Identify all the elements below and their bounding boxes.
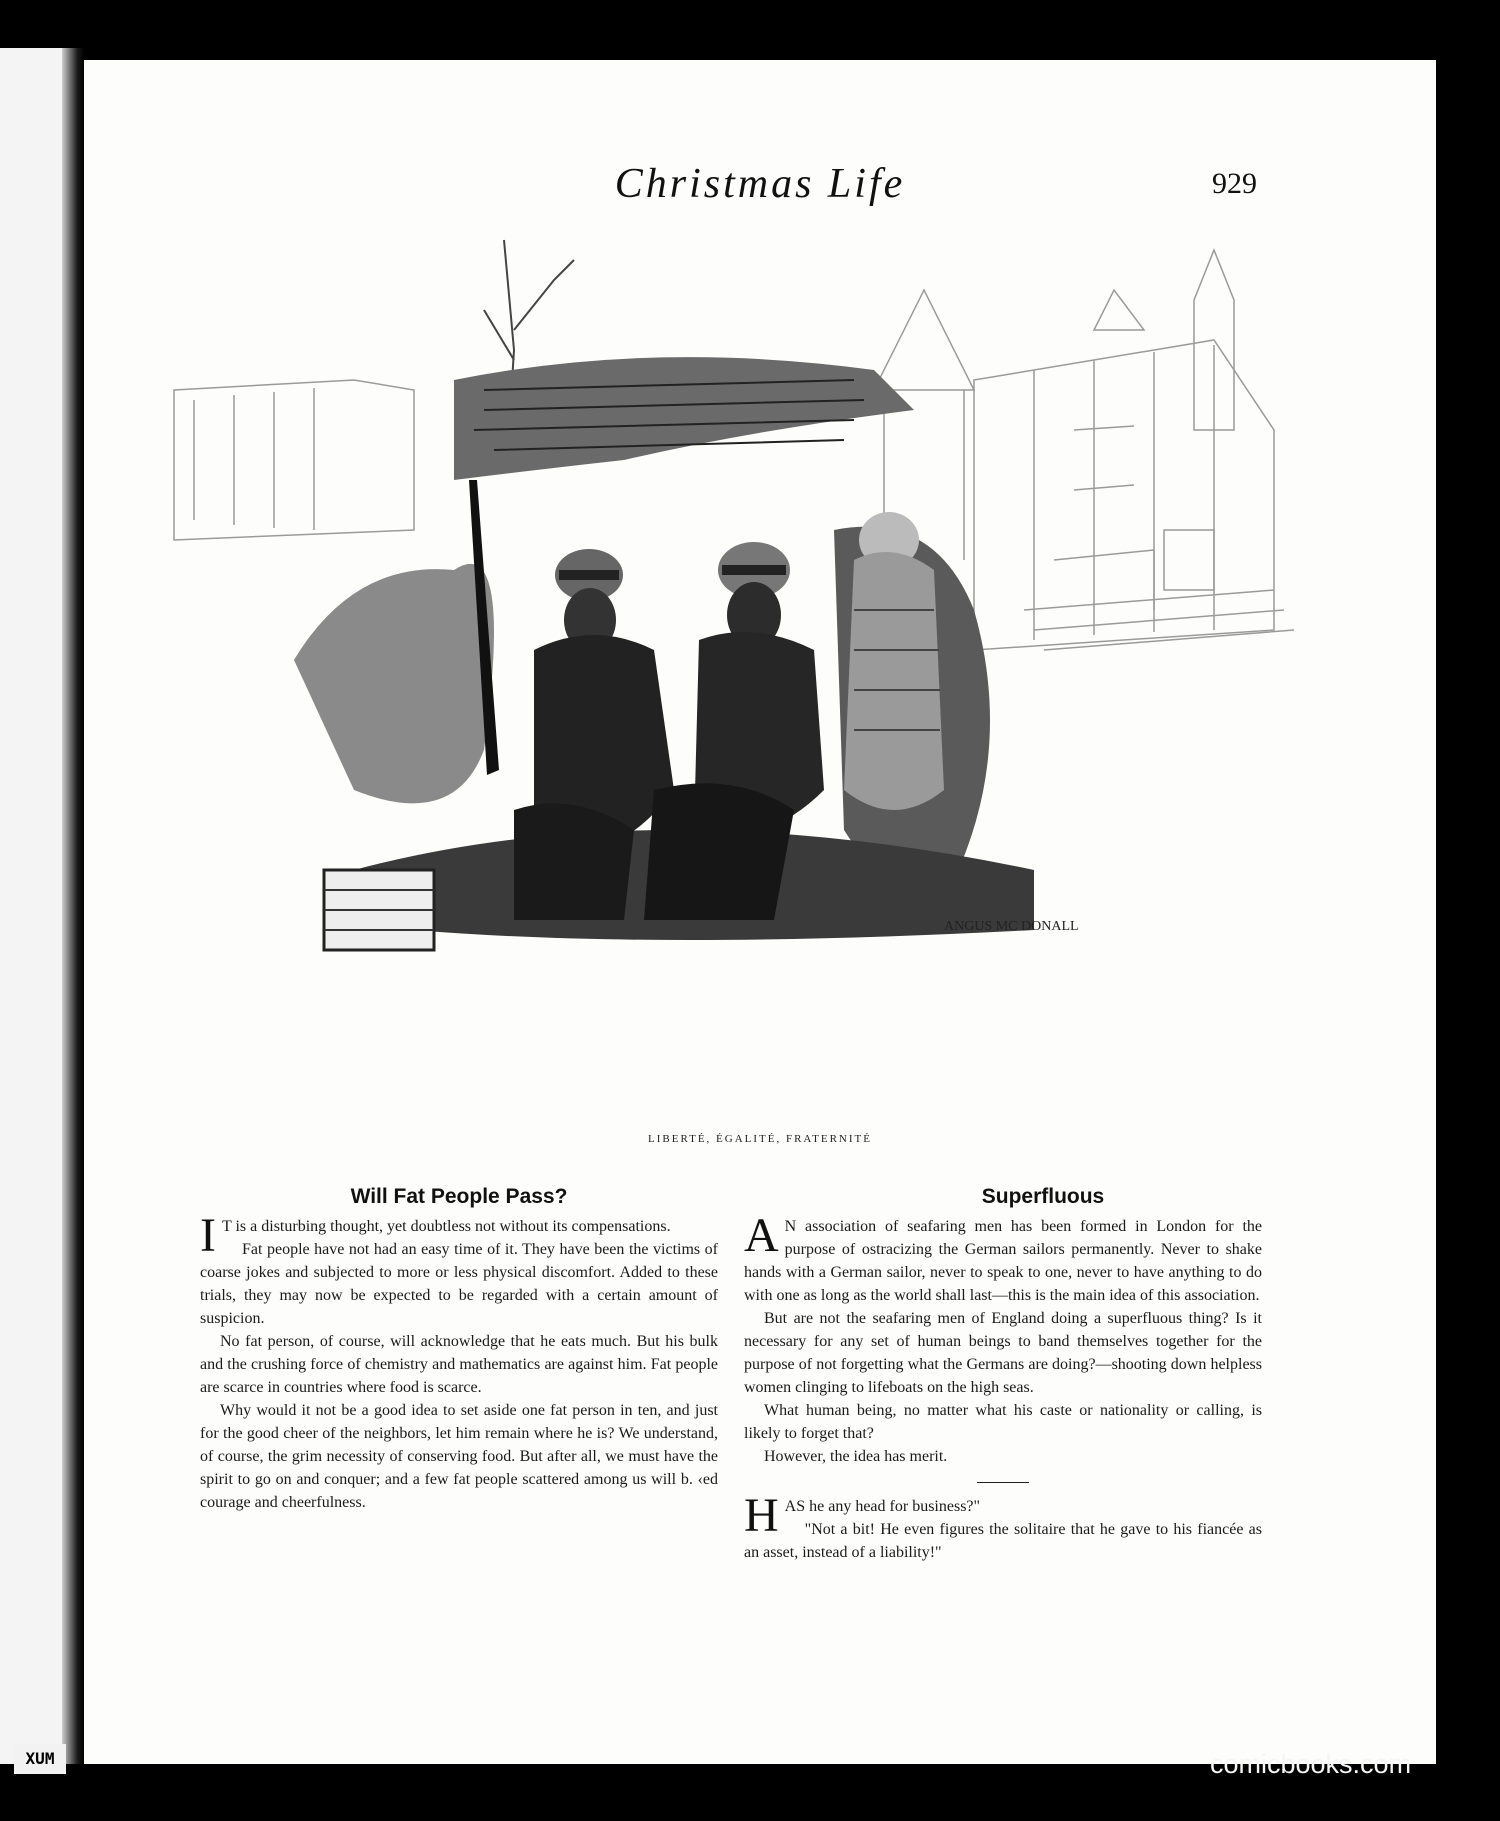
dropcap: I [200,1209,216,1262]
article-paragraph: Fat people have not had an easy time of it. They have been the victims of coarse jokes and subjected to more or less physical discomfort. Added to these trials, they may now be expected to be regarded with a certain amount of suspicion. [200,1241,718,1327]
article-paragraph: Why would it not be a good idea to set aside one fat person in ten, and just for the good cheer of the neighbors, let him remain where he is? We understand, of course, the grim necessity of conserving food. But after all, we must have the spirit to go on and conquer; and a few fat people scattered among us will b. ‹ed courage and cheerfulness. [200,1402,718,1511]
trench-soldiers-illustration [154,230,1354,1130]
paragraph-text: T is a disturbing thought, yet doubtless not without its compensations. [221,1218,671,1235]
illustration-caption: LIBERTÉ, ÉGALITÉ, FRATERNITÉ [648,1133,872,1145]
article-superfluous [744,1185,1262,1564]
artist-signature: ANGUS MC DONALL [944,919,1079,934]
magazine-page [84,60,1436,1764]
article-paragraph [744,1209,1262,1307]
paragraph-text: AS he any head for business?" [784,1498,981,1515]
article-title-right: Superfluous [981,1185,1105,1208]
page-number: 929 [1212,167,1257,200]
section-divider [977,1482,1029,1483]
page-header-title: Christmas Life [614,161,906,207]
paragraph-text: N association of seafaring men has been formed in London for the purpose of ostracizing the German sailors permanently. Never to shake hands with a German sailor, never to speak to one, never to have anything to do with one as long as the world shall last—this is the main idea of this association. [744,1218,1262,1304]
article-paragraph: What human being, no matter what his caste or nationality or calling, is likely to forget that? [744,1402,1262,1442]
article-paragraph: No fat person, of course, will acknowledge that he eats much. But his bulk and the crushing force of chemistry and mathematics are against him. Fat people are scarce in countries where food is scarce. [200,1333,718,1396]
article-paragraph: But are not the seafaring men of England doing a superfluous thing? Is it necessary for any set of human beings to band themselves together for the purpose of not forgetting what the Germans are doing?—shooting down helpless women clinging to lifeboats on the high seas. [744,1310,1262,1396]
joke-paragraph: "Not a bit! He even figures the solitaire that he gave to his fiancée as an asset, instead of a liability!" [744,1521,1262,1561]
page-gutter-shadow [62,48,84,1764]
scan-label: XUM [14,1744,66,1774]
article-paragraph [200,1209,718,1262]
trench-roof [454,357,914,480]
dropcap: A [744,1209,779,1262]
article-paragraph: However, the idea has merit. [764,1448,948,1465]
article-title-left: Will Fat People Pass? [350,1185,568,1208]
wooden-crate [324,870,434,950]
watermark: comicbooks.com [1210,1749,1412,1779]
article-will-fat-people-pass [200,1185,718,1514]
dropcap: H [744,1489,779,1542]
